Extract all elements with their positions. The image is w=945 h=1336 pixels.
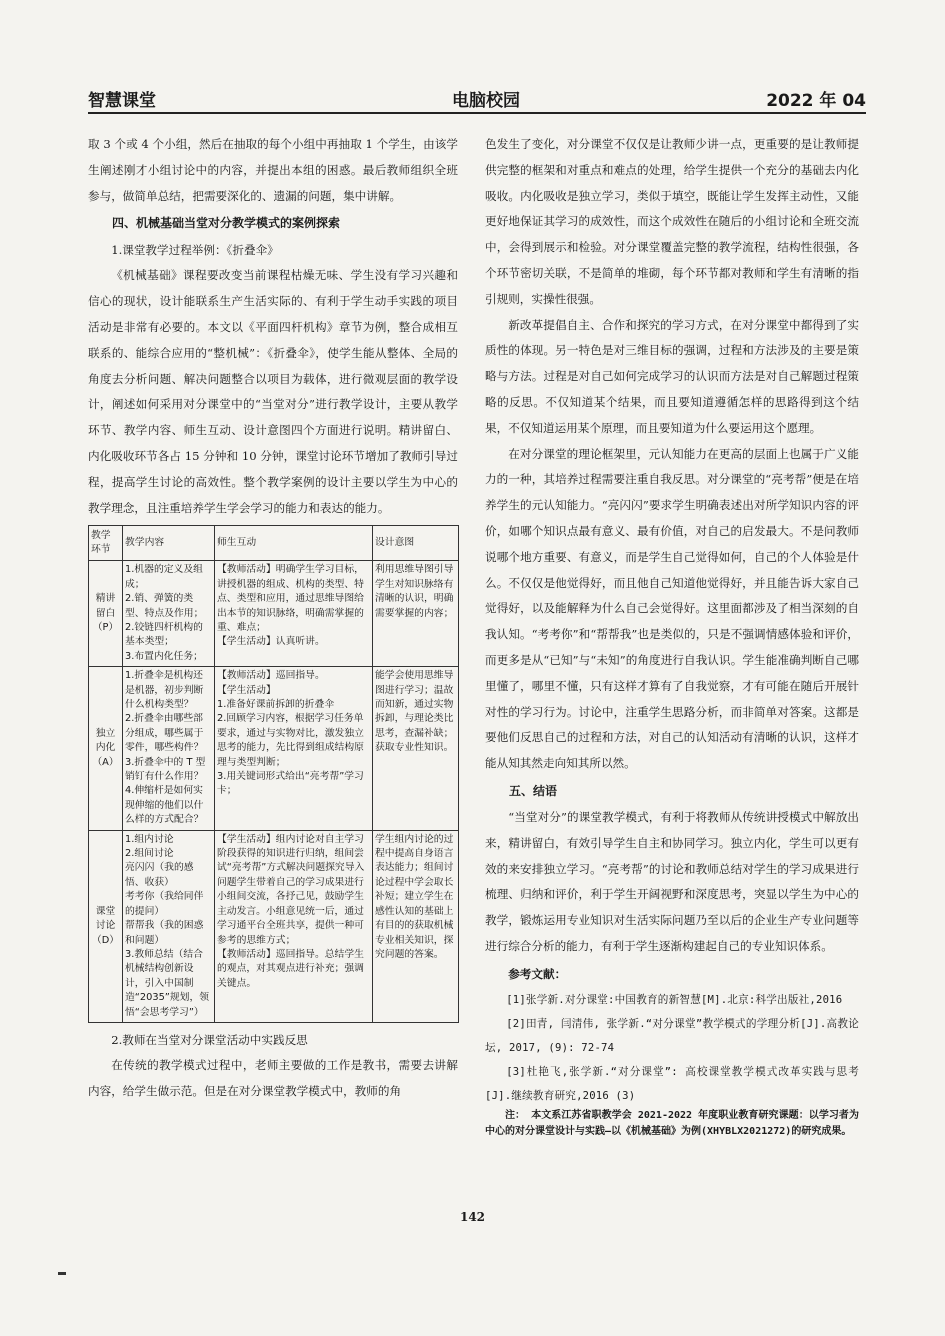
content-item: 3.折叠伞中的 T 型销钉有什么作用？ [125, 756, 206, 783]
content-item: 2.折叠伞由哪些部分组成，哪些属于零件，哪些构件？ [125, 713, 204, 754]
table-header-row [89, 526, 459, 561]
running-header [88, 86, 866, 114]
page-number: 142 [459, 1210, 486, 1224]
paragraph: 取 3 个或 4 个小组，然后在抽取的每个小组中再抽取 1 个学生，由该学生阐述刚才小组讨论中的内容，并提出本组的困惑。最后教师组织全班参与，做简单总结，把需要深化的、遗漏的问题，集中讲解。 [88, 137, 458, 203]
subsection-heading: 1.课堂教学过程举例：《折叠伞》 [111, 243, 279, 258]
content-item: 3.布置内化任务； [125, 650, 203, 662]
paragraph: 在传统的教学模式过程中，老师主要做的工作是教书，需要去讲解内容，给学生做示范。但是在对分课堂教学模式中，教师的角 [88, 1057, 458, 1098]
content-cell [123, 561, 215, 667]
subsection-heading: 2.教师在当堂对分课堂活动中实践反思 [111, 1032, 308, 1047]
left-column [88, 132, 458, 1105]
content-item: 1.折叠伞是机构还是机器，初步判断什么机构类型？ [125, 670, 204, 711]
content-item: 3.教师总结（结合机械结构创新设计，引入中国制造“2035”规划，领悟“会思考学习”） [125, 948, 210, 1018]
interaction-item: 【教师活动】明确学生学习目标，讲授机器的组成、机构的类型、特点、类型和应用，通过思维导图给出本节的知识脉络，明确需掌握的重、难点； [217, 564, 364, 633]
teaching-case-table [88, 525, 459, 1023]
interaction-item: 2.回顾学习内容，根据学习任务单要求，通过与实物对比，激发独立思考的能力，先比得到组成结构原理与类型判断； [217, 713, 364, 768]
interaction-item: 【学生活动】 [217, 684, 276, 696]
interaction-cell [215, 667, 373, 830]
interaction-item: 【教师活动】巡回指导。总结学生的观点，对其观点进行补充；强调关键点。 [217, 948, 364, 989]
content-item: 2.铰链四杆机构的基本类型； [125, 621, 203, 648]
intent-cell: 学生组内讨论的过程中提高自身语言表达能力；组间讨论过程中学会取长补短；建立学生在感性认知的基础上有目的的获取机械专业相关知识，探究问题的答案。 [373, 830, 459, 1022]
paragraph: 新改革提倡自主、合作和探究的学习方式，在对分课堂中都得到了实质性的体现。另一特色是对三维目标的强调，过程和方法涉及的主要是策略与方法。过程是对自己如何完成学习的认识而方法是对自己解题过程策略的反思。不仅知道某个结果，而且要知道遵循怎样的思路得到这个结果，不仅知道运用某个原理，而且要知道为什么要运用这个愿理。 [485, 317, 859, 435]
table-row [89, 830, 459, 1022]
interaction-item: 【学生活动】认真听讲。 [217, 636, 325, 648]
paragraph: 色发生了变化，对分课堂不仅仅是让教师少讲一点，更重要的是让教师提供完整的框架和对重点和难点的处理，给学生提供一个充分的基础去内化吸收。内化吸收是独立学习，类似于填空，既能让学生发挥主动性，又能更好地保证其学习的成效性，而这个成效性在随后的小组讨论和全班交流中，会得到展示和检验。对分课堂覆盖完整的教学流程，结构性很强，各个环节密切关联，不是简单的堆砌，每个环节都对教师和学生有清晰的指引规则，实操性很强。 [485, 137, 859, 306]
reference-item: [1]张学新.对分课堂:中国教育的新智慧[M].北京:科学出版社,2016 [506, 993, 843, 1006]
stage-cell: 独立内化（A） [89, 667, 123, 830]
content-cell [123, 667, 215, 830]
scan-mark [58, 1272, 66, 1275]
content-item: 2.组间讨论 [125, 848, 174, 860]
interaction-cell [215, 830, 373, 1022]
section-heading: 四、机械基础当堂对分教学模式的案例探索 [112, 216, 341, 231]
intent-cell: 利用思维导图引导学生对知识脉络有清晰的认识，明确需要掌握的内容； [373, 561, 459, 667]
column-header: 师生互动 [215, 526, 373, 561]
paragraph: “当堂对分”的课堂教学模式，有利于将教师从传统讲授模式中解放出来，精讲留白，有效引导学生自主和协同学习。独立内化，学生可以更有效的来安排独立学习。“亮考帮”的讨论和教师总结对学生的学习成果进行梳理、归纳和评价，利于学生开阔视野和深度思考，突显以学生为中心的教学，锻炼运用专业知识对生活实际问题乃至以后的企业生产专业问题等进行综合分析的能力，有利于学生逐渐构建起自己的专业知识体系。 [485, 809, 859, 953]
content-item: 亮闪闪（我的感悟、收获） [125, 862, 194, 888]
funding-note: 注： 本文系江苏省职教学会 2021-2022 年度职业教育研究课题：以学习者为中心的对分课堂设计与实践—以《机械基础》为例(XHYBLX2021272)的研究成果。 [485, 1109, 859, 1137]
interaction-item: 3.用关键词形式给出“亮考帮”学习卡； [217, 771, 364, 797]
column-header: 设计意图 [373, 526, 459, 561]
content-cell [123, 830, 215, 1022]
table-row [89, 561, 459, 667]
interaction-item: 【教师活动】巡回指导。 [217, 670, 325, 682]
journal-title: 电脑校园 [452, 91, 520, 111]
intent-cell: 能学会使用思维导图进行学习；温故而知新，通过实物拆卸，与理论类比思考，查漏补缺；获取专业性知识。 [373, 667, 459, 830]
reference-item: [2]田青, 闫清伟, 张学新.“对分课堂”教学模式的学理分析[J].高教论坛, 2017, (9): 72-74 [485, 1017, 859, 1054]
content-item: 1.机器的定义及组成； [125, 564, 203, 590]
references-heading: 参考文献： [508, 966, 567, 981]
table-row [89, 667, 459, 830]
paragraph: 在对分课堂的理论框架里，元认知能力在更高的层面上也属于广义能力的一种，其培养过程需要注重自我反思。对分课堂的“亮考帮”便是在培养学生的元认知能力。“亮闪闪”要求学生明确表述出对所学知识内容的评价，如哪个知识点最有意义、最有价值，对自己的启发最大。不是问教师说哪个地方重要、有意义，而是学生自己觉得如何，自己的个人体验是什么。不仅仅是他觉得好，而且他自己知道他觉得好，并且能告诉大家自己觉得好，以及能解释为什么自己会觉得好。这里面都涉及了相当深刻的自我认知。“考考你”和“帮帮我”也是类似的，只是不强调情感体验和评价，而更多是从“已知”与“未知”的角度进行自我认识。学生能准确判断自己哪里懂了，哪里不懂，只有这样才算有了自我觉察，才有可能在随后开展针对性的学习行为。讨论中，注重学生思路分析，而非简单对答案。这都是要他们反思自己的过程和方法，对自己的认知活动有清晰的认识，这样才能从知其然走向知其所以然。 [485, 446, 859, 771]
stage-cell: 精讲留白（P） [89, 561, 123, 667]
right-column [485, 132, 859, 1140]
content-item: 帮帮我（我的困惑和问题） [125, 920, 204, 946]
interaction-item: 1.准备好课前拆卸的折叠伞 [217, 699, 335, 711]
interaction-cell [215, 561, 373, 667]
stage-cell: 课堂讨论（D） [89, 830, 123, 1022]
content-item: 1.组内讨论 [125, 833, 174, 845]
paragraph: 《机械基础》课程要改变当前课程枯燥无味、学生没有学习兴趣和信心的现状，设计能联系生产生活实际的、有利于学生动手实践的项目活动是非常有必要的。本文以《平面四杆机构》章节为例，整合成相互联系的、能综合应用的“整机械”：《折叠伞》，使学生能从整体、全局的角度去分析问题、解决问题整合以项目为载体，进行微观层面的教学设计，阐述如何采用对分课堂中的“当堂对分”进行教学设计，主要从教学环节、教学内容、师生互动、设计意图四个方面进行说明。精讲留白、内化吸收环节各占 15 分钟和 10 分钟，课堂讨论环节增加了教师引导过程，提高学生讨论的高效性。整个教学案例的设计主要以学生为中心的教学理念，且注重培养学生学会学习的能力和表达的能力。 [88, 268, 458, 515]
content-item: 2.销、弹簧的类型、特点及作用； [125, 593, 204, 619]
interaction-item: 【学生活动】组内讨论对自主学习阶段获得的知识进行归纳，组间尝试“亮考帮”方式解决问题探究导入问题学生带着自己的学习成果进行小组间交流，各抒己见，鼓励学生主动发言。小组意见统一后，通过学习通平台全班共享，提供一种可参考的思维方式； [217, 833, 365, 946]
column-header: 教学环节 [89, 526, 123, 561]
journal-column-name: 智慧课堂 [88, 91, 156, 111]
reference-item: [3]杜艳飞,张学新.“对分课堂”: 高校课堂教学模式改革实践与思考[J].继续教育研究,2016 (3) [485, 1065, 859, 1102]
column-header: 教学内容 [123, 526, 215, 561]
issue-date: 2022 年 04 [766, 91, 866, 111]
content-item: 考考你（我给同伴的提问） [125, 891, 204, 917]
section-heading: 五、结语 [509, 783, 558, 798]
content-item: 4.伸缩杆是如何实现伸缩的他们以什么样的方式配合？ [125, 785, 204, 826]
